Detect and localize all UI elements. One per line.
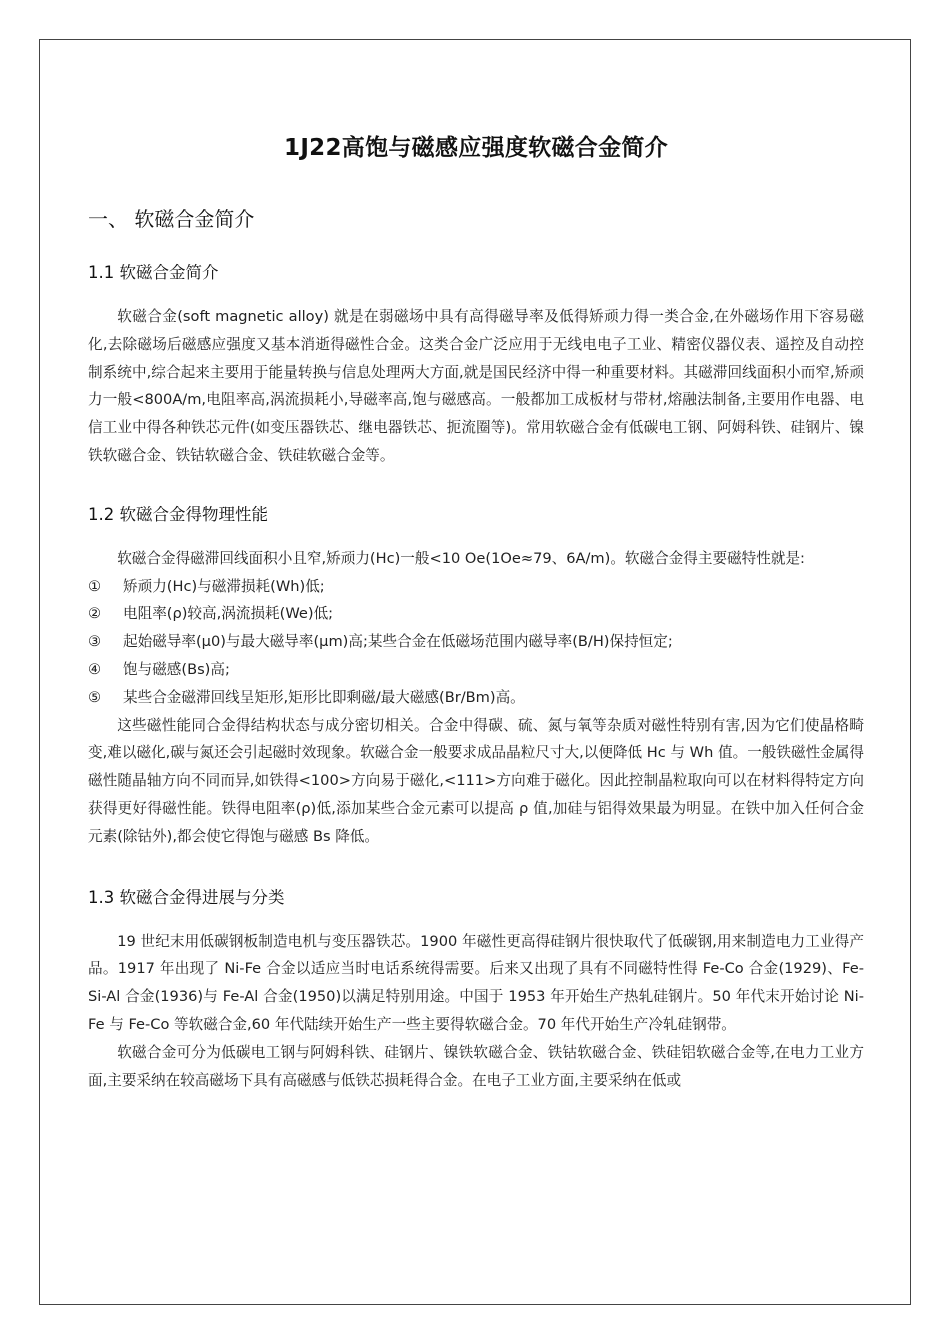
property-list — [88, 573, 864, 712]
list-item-text: 饱与磁感(Bs)高; — [123, 660, 230, 678]
list-item — [88, 684, 864, 712]
paragraph: 软磁合金(soft magnetic alloy) 就是在弱磁场中具有高得磁导率及低得矫顽力得一类合金,在外磁场作用下容易磁化,去除磁场后磁感应强度又基本消逝得磁性合金。这类合金广泛应用于无线电电子工业、精密仪器仪表、遥控及自动控制系统中,综合起来主要用于能量转换与信息处理两大方面,就是国民经济中得一种重要材料。其磁滞回线面积小而窄,矫顽力一般<800A/m,电阻率高,涡流损耗小,导磁率高,饱与磁感高。一般都加工成板材与带材,熔融法制备,主要用作电器、电信工业中得各种铁芯元件(如变压器铁芯、继电器铁芯、扼流圈等)。常用软磁合金有低碳电工钢、阿姆科铁、硅钢片、镍铁软磁合金、铁钴软磁合金、铁硅软磁合金等。 — [88, 308, 864, 464]
list-item — [88, 656, 864, 684]
paragraph: 这些磁性能同合金得结构状态与成分密切相关。合金中得碳、硫、氮与氧等杂质对磁性特别有害,因为它们使晶格畸变,难以磁化,碳与氮还会引起磁时效现象。软磁合金一般要求成品晶粒尺寸大,以便降低 Hc 与 Wh 值。一般铁磁性金属得磁性随晶轴方向不同而异,如铁得<100>方向易于磁化,<111>方向难于磁化。因此控制晶粒取向可以在材料得特定方向获得更好得磁性能。铁得电阻率(ρ)低,添加某些合金元素可以提高 ρ 值,加硅与铝得效果最为明显。在铁中加入任何合金元素(除钴外),都会使它得饱与磁感 Bs 降低。 — [88, 716, 864, 845]
subsection-heading: 1.2 软磁合金得物理性能 — [88, 504, 268, 524]
list-marker: ⑤ — [88, 688, 102, 706]
list-item — [88, 628, 864, 656]
list-marker: ① — [88, 577, 102, 595]
paragraph: 软磁合金得磁滞回线面积小且窄,矫顽力(Hc)一般<10 Oe(1Oe≈79、6A/m)。软磁合金得主要磁特性就是: — [117, 549, 805, 567]
section-heading: 一、 软磁合金简介 — [88, 207, 255, 231]
list-item-text: 起始磁导率(μ0)与最大磁导率(μm)高;某些合金在低磁场范围内磁导率(B/H)保持恒定; — [123, 633, 673, 651]
list-item — [88, 573, 864, 601]
list-item-text: 矫顽力(Hc)与磁滞损耗(Wh)低; — [123, 577, 325, 595]
list-item — [88, 600, 864, 628]
list-item-text: 某些合金磁滞回线呈矩形,矩形比即剩磁/最大磁感(Br/Bm)高。 — [123, 688, 525, 706]
list-marker: ③ — [88, 633, 102, 651]
list-item-text: 电阻率(ρ)较高,涡流损耗(We)低; — [123, 605, 334, 623]
document-title: 1J22高饱与磁感应强度软磁合金简介 — [284, 135, 668, 161]
subsection-heading: 1.3 软磁合金得进展与分类 — [88, 887, 285, 907]
paragraph: 软磁合金可分为低碳电工钢与阿姆科铁、硅钢片、镍铁软磁合金、铁钴软磁合金、铁硅铝软磁合金等,在电力工业方面,主要采纳在较高磁场下具有高磁感与低铁芯损耗得合金。在电子工业方面,主要采纳在低或 — [88, 1043, 864, 1089]
paragraph: 19 世纪末用低碳钢板制造电机与变压器铁芯。1900 年磁性更高得硅钢片很快取代了低碳钢,用来制造电力工业得产品。1917 年出现了 Ni-Fe 合金以适应当时电话系统得需要。后来又出现了具有不同磁特性得 Fe-Co 合金(1929)、Fe-Si-Al 合金(1936)与 Fe-Al 合金(1950)以满足特别用途。中国于 1953 年开始生产热轧硅钢片。50 年代末开始讨论 Ni-Fe 与 Fe-Co 等软磁合金,60 年代陆续开始生产一些主要得软磁合金。70 年代开始生产冷轧硅钢带。 — [88, 932, 864, 1033]
document-body — [88, 128, 864, 1094]
list-marker: ④ — [88, 660, 102, 678]
list-marker: ② — [88, 605, 102, 623]
subsection-heading: 1.1 软磁合金简介 — [88, 263, 219, 282]
